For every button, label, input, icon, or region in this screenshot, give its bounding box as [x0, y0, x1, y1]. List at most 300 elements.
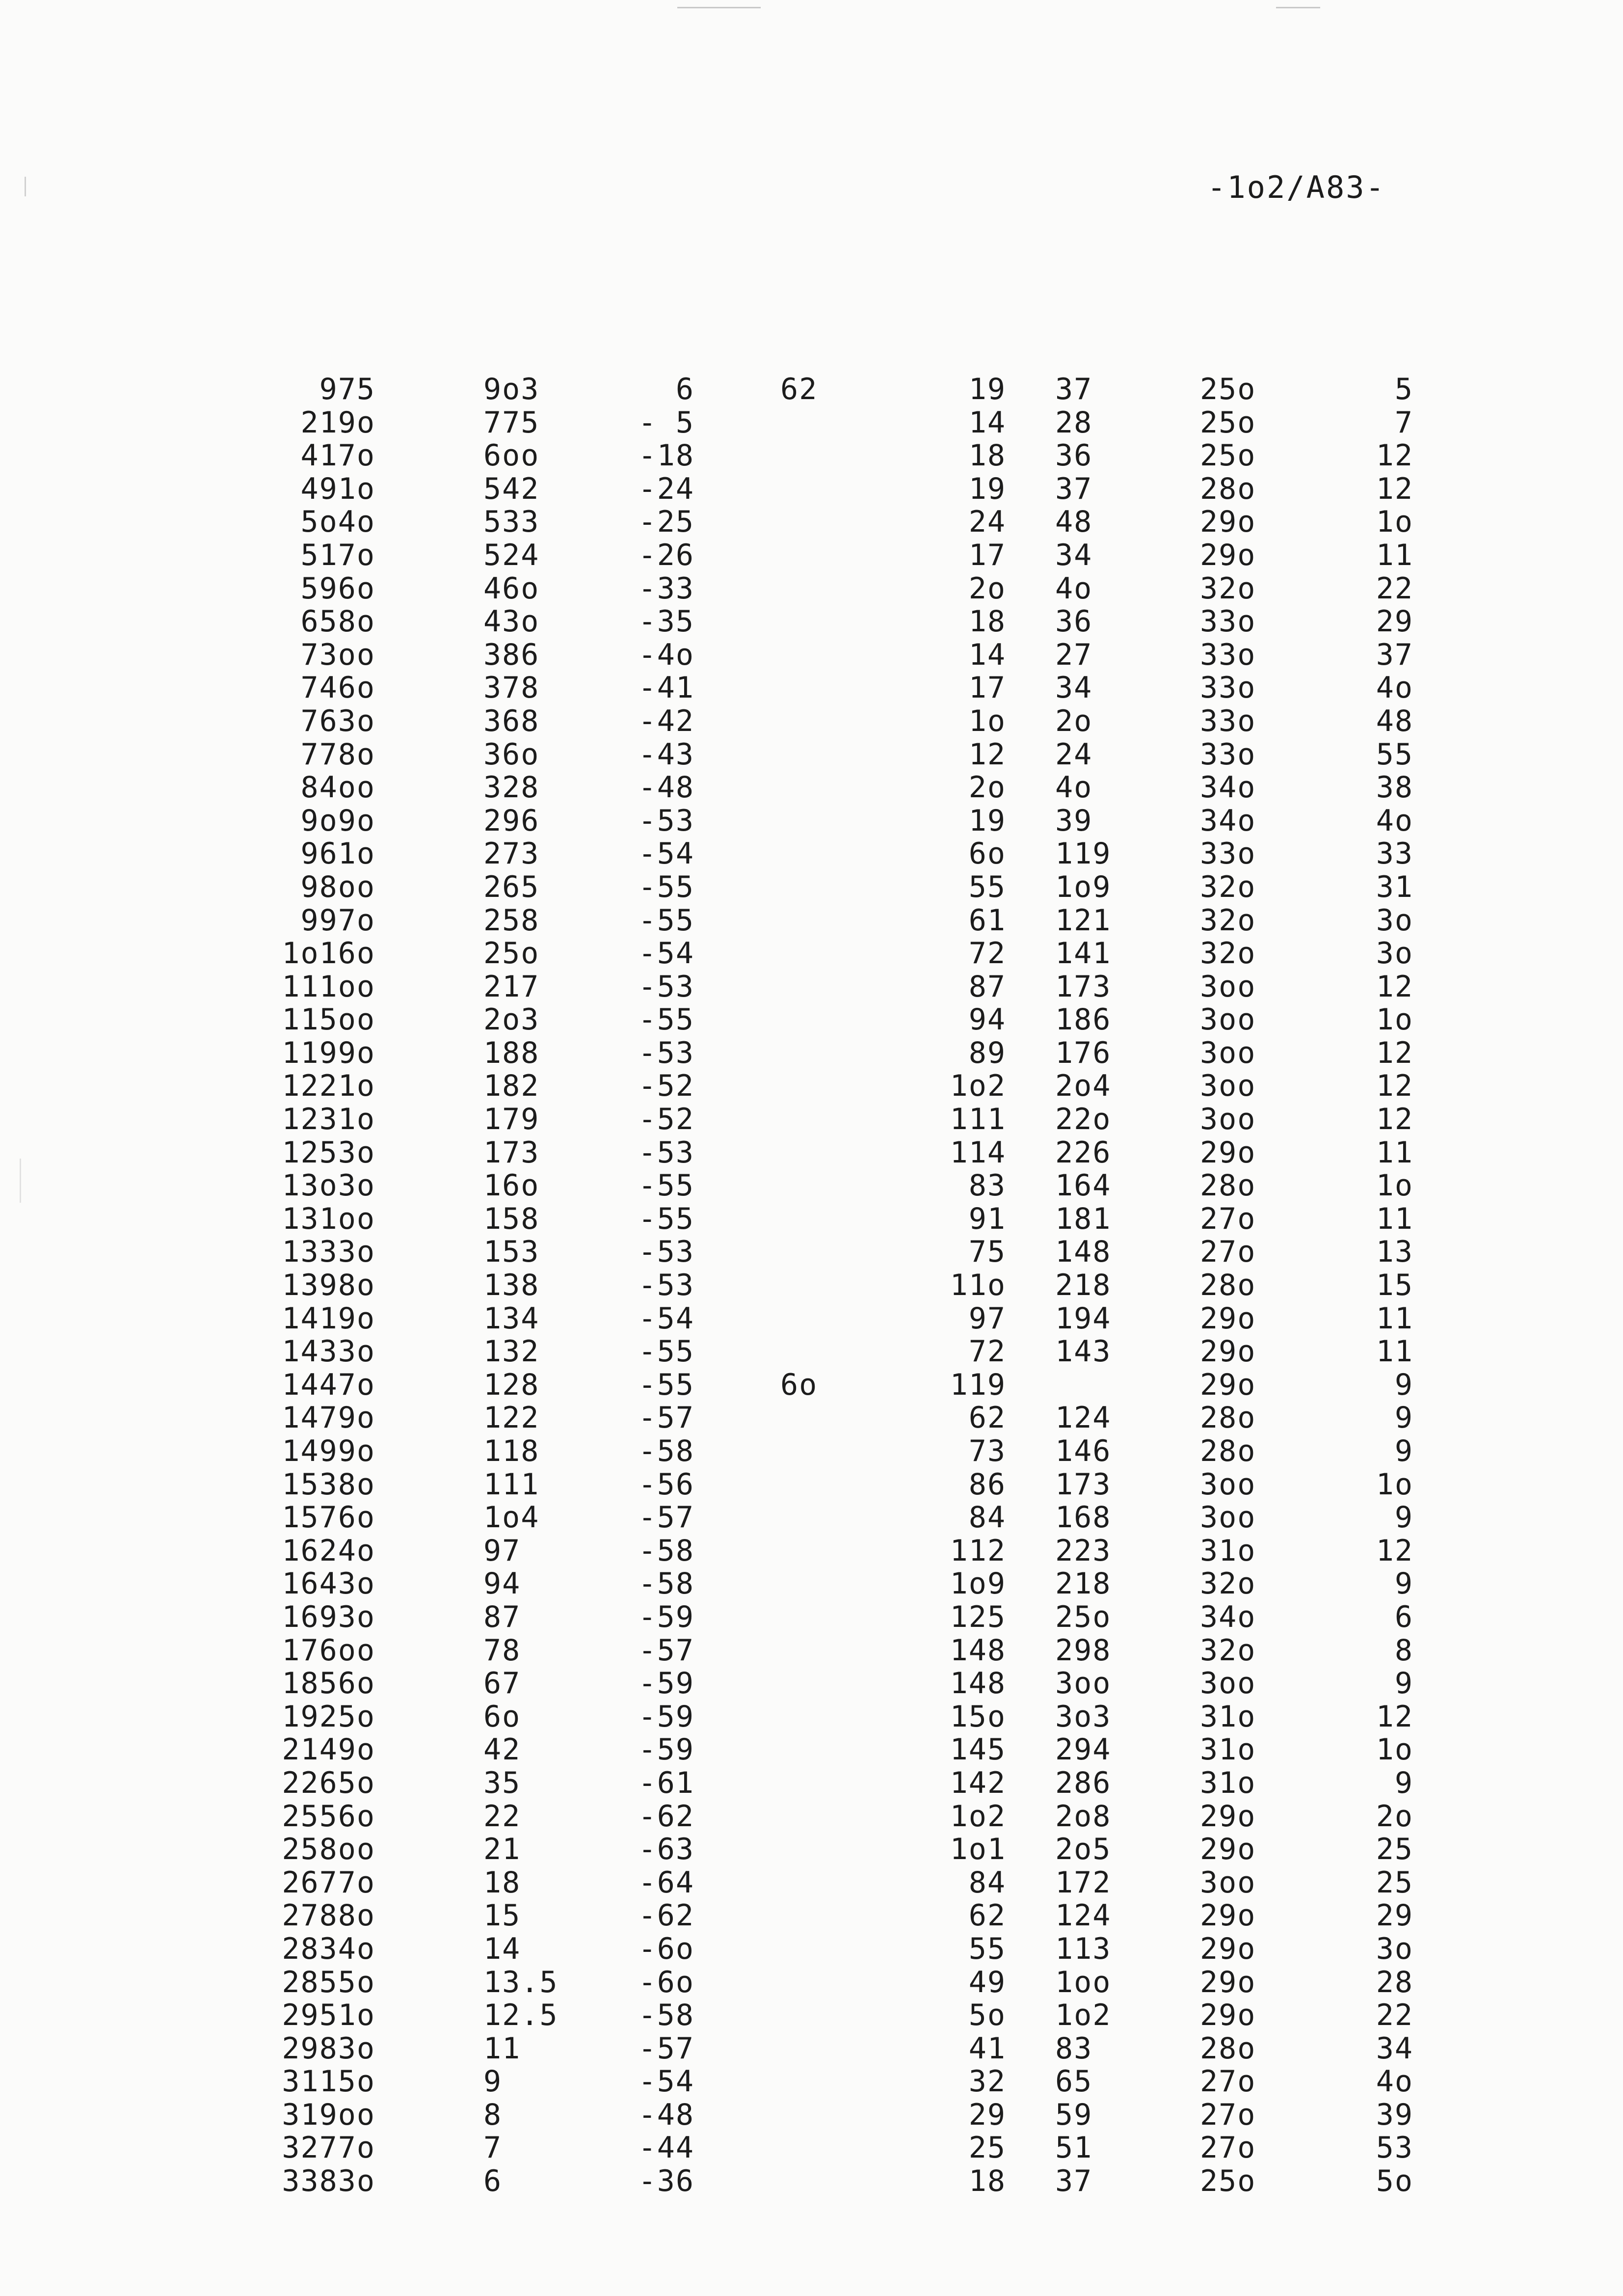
table-cell: 22: [1376, 571, 1413, 606]
table-cell: -18: [638, 438, 694, 473]
table-cell: 9o3: [483, 372, 540, 406]
table-cell: -53: [638, 969, 694, 1004]
table-cell: 1447o: [282, 1367, 375, 1402]
table-cell: 131oo: [282, 1201, 375, 1236]
table-cell: 29o: [1200, 538, 1256, 572]
table-cell: [780, 506, 849, 539]
table-cell: 15: [1376, 1268, 1413, 1303]
table-cell: 2149o: [282, 1732, 375, 1767]
table-cell: 11: [1376, 1201, 1413, 1236]
table-cell: 6: [483, 2164, 503, 2199]
table-cell: 32o: [1200, 869, 1256, 904]
table-cell: 1856o: [282, 1666, 375, 1701]
table-cell: 33o: [1200, 604, 1256, 639]
table-cell: 3oo: [1200, 1002, 1256, 1037]
table-cell: 83: [968, 1168, 1006, 1203]
table-cell: -48: [638, 770, 694, 805]
table-cell: 9: [1394, 1567, 1413, 1601]
table-cell: 29o: [1200, 1965, 1256, 1999]
table-cell: 84oo: [300, 770, 375, 805]
table-cell: 1o: [968, 703, 1006, 738]
table-cell: 55: [1376, 737, 1413, 772]
table-cell: [780, 539, 849, 572]
table-cell: 35: [483, 1765, 521, 1800]
table-cell: 3277o: [282, 2131, 375, 2165]
table-cell: [780, 1767, 849, 1800]
table-cell: 5o: [968, 1998, 1006, 2033]
table-cell: -41: [638, 671, 694, 705]
table-cell: 12: [1376, 1533, 1413, 1568]
table-cell: 142: [950, 1765, 1006, 1800]
table-cell: 111oo: [282, 969, 375, 1004]
table-cell: -4o: [638, 637, 694, 672]
table-cell: [780, 1866, 849, 1900]
table-cell: 32o: [1200, 936, 1256, 971]
table-cell: 1o: [1376, 1002, 1413, 1037]
table-cell: 182: [483, 1069, 540, 1104]
table-cell: 9: [1394, 1765, 1413, 1800]
table-cell: 6o: [968, 837, 1006, 871]
table-cell: 36o: [483, 737, 540, 772]
table-cell: 28o: [1200, 2031, 1256, 2066]
table-cell: 1o: [1376, 1168, 1413, 1203]
table-cell: 32o: [1200, 903, 1256, 938]
table-cell: -54: [638, 936, 694, 971]
table-cell: 181: [1055, 1201, 1112, 1236]
table-cell: 114: [950, 1135, 1006, 1170]
table-cell: 7: [1394, 405, 1413, 440]
table-cell: 28: [1055, 405, 1093, 440]
table-cell: 328: [483, 770, 540, 805]
table-cell: 32: [968, 2064, 1006, 2099]
table-cell: 386: [483, 637, 540, 672]
table-cell: 31o: [1200, 1533, 1256, 1568]
table-cell: 29o: [1200, 1931, 1256, 1966]
table-cell: 27: [1055, 637, 1093, 672]
table-cell: 12: [1376, 969, 1413, 1004]
table-cell: 75: [968, 1235, 1006, 1270]
table-cell: 62: [968, 1401, 1006, 1435]
table-cell: 9: [1394, 1401, 1413, 1435]
table-cell: 141: [1055, 936, 1112, 971]
table-cell: -56: [638, 1467, 694, 1502]
table-cell: 48: [1376, 703, 1413, 738]
table-cell: 4o: [1376, 803, 1413, 838]
table-cell: 7: [483, 2131, 503, 2165]
table-cell: 31o: [1200, 1732, 1256, 1767]
table-cell: 29: [968, 2097, 1006, 2132]
table-cell: 34: [1376, 2031, 1413, 2066]
table-cell: 265: [483, 869, 540, 904]
table-cell: [780, 2065, 849, 2099]
table-cell: -53: [638, 1268, 694, 1303]
table-cell: 37: [1376, 637, 1413, 672]
table-cell: -44: [638, 2131, 694, 2165]
table-cell: 4o: [1055, 571, 1093, 606]
table-cell: 25o: [1200, 438, 1256, 473]
table-cell: 29: [1376, 1898, 1413, 1933]
table-cell: 22: [483, 1799, 521, 1834]
table-cell: 83: [1055, 2031, 1093, 2066]
table-cell: 24: [1055, 737, 1093, 772]
table-cell: 176: [1055, 1035, 1112, 1070]
table-cell: 1624o: [282, 1533, 375, 1568]
table-cell: 87: [483, 1599, 521, 1634]
table-cell: 3115o: [282, 2064, 375, 2099]
table-cell: [780, 1701, 849, 1734]
table-cell: [780, 1037, 849, 1070]
table-cell: -57: [638, 2031, 694, 2066]
table-cell: 67: [483, 1666, 521, 1701]
table-cell: 378: [483, 671, 540, 705]
table-cell: 25o: [1200, 2164, 1256, 2199]
table-cell: 18: [968, 2164, 1006, 2199]
table-cell: 29o: [1200, 1832, 1256, 1867]
table-cell: 118: [483, 1434, 540, 1468]
table-cell: 1538o: [282, 1467, 375, 1502]
table-cell: -6o: [638, 1965, 694, 1999]
column-1: [255, 373, 375, 2198]
table-cell: 1925o: [282, 1699, 375, 1734]
table-cell: [780, 572, 849, 606]
table-cell: 12: [968, 737, 1006, 772]
table-cell: 15: [483, 1898, 521, 1933]
table-cell: -59: [638, 1599, 694, 1634]
table-cell: 417o: [300, 438, 375, 473]
table-cell: [780, 1203, 849, 1236]
table-cell: [780, 1269, 849, 1302]
table-cell: 33o: [1200, 671, 1256, 705]
table-cell: -55: [638, 903, 694, 938]
table-cell: 2o: [968, 770, 1006, 805]
table-cell: 124: [1055, 1401, 1112, 1435]
table-cell: 84: [968, 1500, 1006, 1535]
table-cell: 1o2: [950, 1069, 1006, 1104]
table-cell: 84: [968, 1865, 1006, 1900]
table-cell: 28o: [1200, 1434, 1256, 1468]
table-cell: -26: [638, 538, 694, 572]
table-cell: [780, 639, 849, 672]
table-cell: 1o9: [950, 1567, 1006, 1601]
table-cell: 997o: [300, 903, 375, 938]
table-cell: 8: [483, 2097, 503, 2132]
table-cell: 194: [1055, 1301, 1112, 1336]
table-cell: -55: [638, 1201, 694, 1236]
table-cell: 8: [1394, 1633, 1413, 1668]
table-cell: [780, 805, 849, 838]
table-cell: 6: [1394, 1599, 1413, 1634]
table-cell: 121: [1055, 903, 1112, 938]
table-cell: 138: [483, 1268, 540, 1303]
table-cell: 36: [1055, 604, 1093, 639]
table-cell: 37: [1055, 372, 1093, 406]
table-cell: [780, 2132, 849, 2165]
table-cell: 98oo: [300, 869, 375, 904]
table-cell: 43o: [483, 604, 540, 639]
table-cell: 1499o: [282, 1434, 375, 1468]
table-cell: 1398o: [282, 1268, 375, 1303]
table-cell: - 5: [638, 405, 694, 440]
table-cell: 25: [968, 2131, 1006, 2165]
table-cell: 1o: [1376, 1732, 1413, 1767]
table-cell: 29o: [1200, 1367, 1256, 1402]
table-cell: 73: [968, 1434, 1006, 1468]
column-3: [616, 373, 694, 2198]
table-cell: -58: [638, 1434, 694, 1468]
table-cell: 491o: [300, 471, 375, 506]
table-cell: 5o4o: [300, 505, 375, 540]
table-cell: 6oo: [483, 438, 540, 473]
scan-artifact: [20, 1159, 21, 1203]
table-cell: 1333o: [282, 1235, 375, 1270]
scan-artifact: [1276, 7, 1320, 8]
table-cell: 3o: [1376, 903, 1413, 938]
table-cell: 173: [1055, 1467, 1112, 1502]
table-cell: 39: [1055, 803, 1093, 838]
table-cell: 55: [968, 869, 1006, 904]
table-cell: 294: [1055, 1732, 1112, 1767]
table-cell: 1419o: [282, 1301, 375, 1336]
table-cell: 62: [780, 372, 818, 406]
table-cell: 34o: [1200, 803, 1256, 838]
table-cell: 1479o: [282, 1401, 375, 1435]
table-cell: 134: [483, 1301, 540, 1336]
table-cell: -55: [638, 1367, 694, 1402]
table-cell: -55: [638, 869, 694, 904]
table-cell: 2265o: [282, 1765, 375, 1800]
table-cell: 17: [968, 671, 1006, 705]
table-cell: 3oo: [1200, 1035, 1256, 1070]
table-cell: -57: [638, 1500, 694, 1535]
table-cell: 32o: [1200, 571, 1256, 606]
table-cell: 173: [1055, 969, 1112, 1004]
table-cell: -62: [638, 1799, 694, 1834]
table-cell: 2o: [968, 571, 1006, 606]
table-cell: 219o: [300, 405, 375, 440]
table-cell: 29o: [1200, 1799, 1256, 1834]
table-cell: 12.5: [483, 1998, 559, 2033]
column-6: [1055, 373, 1134, 2198]
table-cell: -52: [638, 1069, 694, 1104]
table-cell: 25o: [1200, 372, 1256, 406]
table-cell: 27o: [1200, 1235, 1256, 1270]
table-cell: 258: [483, 903, 540, 938]
table-cell: [780, 738, 849, 772]
table-cell: 2834o: [282, 1931, 375, 1966]
table-cell: 9: [1394, 1434, 1413, 1468]
table-cell: 596o: [300, 571, 375, 606]
table-cell: 41: [968, 2031, 1006, 2066]
table-cell: [780, 904, 849, 938]
table-cell: 1576o: [282, 1500, 375, 1535]
table-cell: 1693o: [282, 1599, 375, 1634]
table-cell: [780, 605, 849, 639]
table-cell: 113: [1055, 1931, 1112, 1966]
table-cell: 1231o: [282, 1102, 375, 1137]
table-cell: 1433o: [282, 1334, 375, 1369]
table-cell: 27o: [1200, 1201, 1256, 1236]
table-cell: 48: [1055, 505, 1093, 540]
table-cell: 18: [968, 604, 1006, 639]
page-reference: -1o2/A83-: [1207, 169, 1385, 205]
table-cell: [780, 406, 849, 440]
table-cell: -58: [638, 1998, 694, 2033]
table-cell: 5o: [1376, 2164, 1413, 2199]
table-cell: -62: [638, 1898, 694, 1933]
table-cell: 111: [950, 1102, 1006, 1137]
table-cell: [780, 1402, 849, 1435]
table-cell: 3383o: [282, 2164, 375, 2199]
table-cell: 19: [968, 372, 1006, 406]
table-cell: [780, 1070, 849, 1103]
table-cell: 188: [483, 1035, 540, 1070]
table-cell: [780, 871, 849, 904]
table-cell: 33o: [1200, 703, 1256, 738]
table-cell: 18: [968, 438, 1006, 473]
table-cell: [780, 1535, 849, 1568]
table-cell: 1o16o: [282, 936, 375, 971]
table-cell: 25o: [1200, 405, 1256, 440]
table-cell: 94: [968, 1002, 1006, 1037]
table-cell: [780, 1302, 849, 1336]
table-cell: 29o: [1200, 505, 1256, 540]
table-cell: 186: [1055, 1002, 1112, 1037]
table-cell: 19: [968, 471, 1006, 506]
table-cell: -55: [638, 1168, 694, 1203]
table-cell: 31o: [1200, 1699, 1256, 1734]
table-cell: -42: [638, 703, 694, 738]
table-cell: 298: [1055, 1633, 1112, 1668]
table-cell: 4o: [1055, 770, 1093, 805]
table-cell: 13: [1376, 1235, 1413, 1270]
table-cell: 12: [1376, 471, 1413, 506]
table-cell: 218: [1055, 1567, 1112, 1601]
table-cell: 3oo: [1200, 1467, 1256, 1502]
table-cell: 2788o: [282, 1898, 375, 1933]
table-cell: -54: [638, 2064, 694, 2099]
table-cell: -24: [638, 471, 694, 506]
table-cell: 6: [675, 372, 694, 406]
table-cell: 33o: [1200, 637, 1256, 672]
table-cell: 27o: [1200, 2097, 1256, 2132]
table-cell: 2o3: [483, 1002, 540, 1037]
table-cell: 49: [968, 1965, 1006, 1999]
table-cell: [780, 1103, 849, 1136]
table-cell: 31o: [1200, 1765, 1256, 1800]
table-cell: [780, 1435, 849, 1468]
table-cell: 153: [483, 1235, 540, 1270]
table-cell: 12: [1376, 1102, 1413, 1137]
table-cell: -59: [638, 1666, 694, 1701]
table-cell: 217: [483, 969, 540, 1004]
table-cell: [780, 1169, 849, 1203]
table-cell: 42: [483, 1732, 521, 1767]
table-cell: 72: [968, 936, 1006, 971]
table-cell: -6o: [638, 1931, 694, 1966]
table-cell: -54: [638, 837, 694, 871]
table-cell: 119: [950, 1367, 1006, 1402]
table-cell: 18: [483, 1865, 521, 1900]
table-cell: 53: [1376, 2131, 1413, 2165]
table-cell: 119: [1055, 837, 1112, 871]
table-cell: -57: [638, 1401, 694, 1435]
table-cell: 168: [1055, 1500, 1112, 1535]
table-cell: 148: [950, 1633, 1006, 1668]
table-cell: -53: [638, 1135, 694, 1170]
table-cell: 6o: [780, 1367, 818, 1402]
table-cell: [780, 1501, 849, 1535]
table-cell: 29o: [1200, 1898, 1256, 1933]
table-cell: 33o: [1200, 837, 1256, 871]
table-cell: 961o: [300, 837, 375, 871]
table-cell: 975: [319, 372, 375, 406]
table-cell: 36: [1055, 438, 1093, 473]
table-cell: 125: [950, 1599, 1006, 1634]
column-5: [932, 373, 1006, 2198]
table-cell: 62: [968, 1898, 1006, 1933]
table-cell: 34o: [1200, 1599, 1256, 1634]
table-cell: 1199o: [282, 1035, 375, 1070]
table-cell: 112: [950, 1533, 1006, 1568]
table-cell: 746o: [300, 671, 375, 705]
table-cell: -58: [638, 1567, 694, 1601]
table-cell: 19: [968, 803, 1006, 838]
table-cell: 3oo: [1200, 969, 1256, 1004]
table-cell: 2983o: [282, 2031, 375, 2066]
table-cell: 78: [483, 1633, 521, 1668]
table-cell: 28: [1376, 1965, 1413, 1999]
table-cell: -53: [638, 1035, 694, 1070]
table-cell: 38: [1376, 770, 1413, 805]
table-cell: 296: [483, 803, 540, 838]
table-cell: 12: [1376, 1035, 1413, 1070]
table-cell: -59: [638, 1699, 694, 1734]
table-cell: 72: [968, 1334, 1006, 1369]
table-cell: 29o: [1200, 1998, 1256, 2033]
table-cell: 34: [1055, 671, 1093, 705]
table-cell: 1221o: [282, 1069, 375, 1104]
column-7: [1200, 373, 1288, 2198]
table-cell: 3oo: [1200, 1666, 1256, 1701]
table-cell: 14: [968, 405, 1006, 440]
table-cell: 179: [483, 1102, 540, 1137]
table-cell: 97: [483, 1533, 521, 1568]
table-cell: 3o: [1376, 1931, 1413, 1966]
table-cell: 4o: [1376, 2064, 1413, 2099]
table-cell: [780, 439, 849, 473]
table-cell: [780, 2165, 849, 2198]
table-cell: 11: [1376, 1334, 1413, 1369]
table-cell: 31: [1376, 869, 1413, 904]
table-cell: 158: [483, 1201, 540, 1236]
table-cell: 28o: [1200, 1401, 1256, 1435]
table-cell: 258oo: [282, 1832, 375, 1867]
table-cell: 21: [483, 1832, 521, 1867]
table-cell: 1o2: [950, 1799, 1006, 1834]
table-cell: 86: [968, 1467, 1006, 1502]
table-cell: 11: [1376, 1301, 1413, 1336]
table-cell: -48: [638, 2097, 694, 2132]
table-cell: 1oo: [1055, 1965, 1112, 1999]
table-cell: 27o: [1200, 2131, 1256, 2165]
table-cell: 1o: [1376, 1467, 1413, 1502]
table-cell: 11o: [950, 1268, 1006, 1303]
table-cell: -33: [638, 571, 694, 606]
table-cell: 2o5: [1055, 1832, 1112, 1867]
table-cell: 25: [1376, 1865, 1413, 1900]
table-cell: [780, 1136, 849, 1170]
table-cell: [780, 1236, 849, 1269]
